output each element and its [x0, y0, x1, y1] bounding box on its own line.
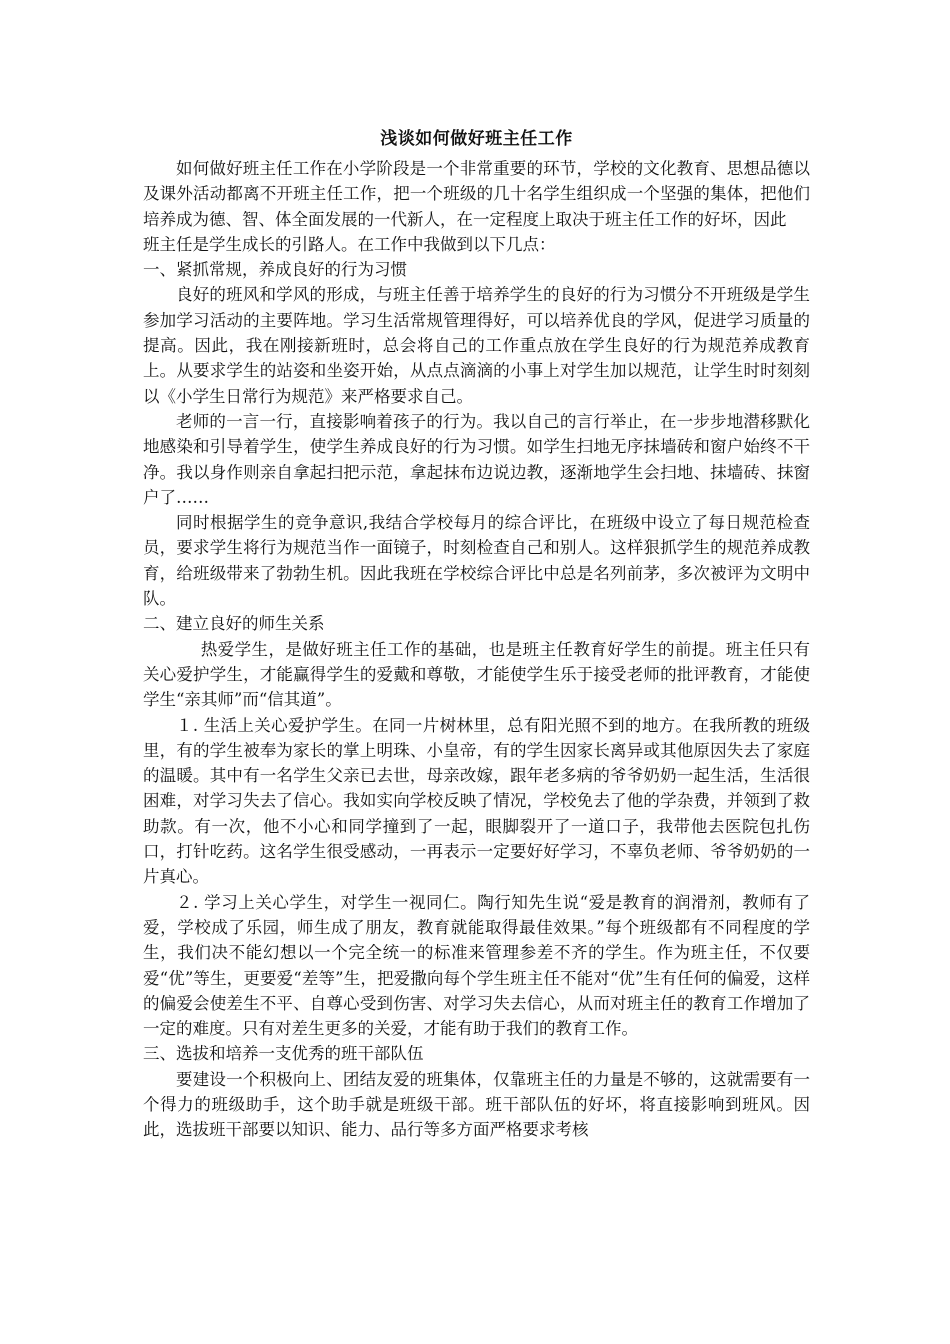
paragraph-lead: 班主任是学生成长的引路人。在工作中我做到以下几点：: [143, 234, 556, 254]
document-page: [143, 128, 810, 1143]
paragraph-body: 老师的一言一行，直接影响着孩子的行为。我以自己的言行举止，在一步步地潜移默化地感染和引导着学生，使学生养成良好的行为习惯。如学生扫地无序抹墙砖和窗户始终不干净。我以身作则亲自拿起扫把示范，拿起抹布边说边教，逐渐地学生会扫地、抹墙砖、抹窗户了……: [143, 411, 810, 507]
paragraph-intro: 如何做好班主任工作在小学阶段是一个非常重要的环节，学校的文化教育、思想品德以及课外活动都离不开班主任工作，把一个班级的几十名学生组织成一个坚强的集体，把他们培养成为德、智、体全面发展的一代新人，在一定程度上取决于班主任工作的好坏，因此: [143, 159, 810, 229]
paragraph-body: 同时根据学生的竞争意识,我结合学校每月的综合评比，在班级中设立了每日规范检查员，要求学生将行为规范当作一面镜子，时刻检查自己和别人。这样狠抓学生的规范养成教育，给班级带来了勃勃生机。因此我班在学校综合评比中总是名列前茅，多次被评为文明中队。: [143, 513, 810, 609]
paragraph-list-item-1: １. 生活上关心爱护学生。在同一片树林里，总有阳光照不到的地方。在我所教的班级里，有的学生被奉为家长的掌上明珠、小皇帝，有的学生因家长离异或其他原因失去了家庭的温暖。其中有一名学生父亲已去世，母亲改嫁，跟年老多病的爷爷奶奶一起生活，生活很困难，对学习失去了信心。我如实向学校反映了情况，学校免去了他的学杂费，并领到了救助款。有一次，他不小心和同学撞到了一起，眼脚裂开了一道口子，我带他去医院包扎伤口，打针吃药。这名学生很受感动，一再表示一定要好好学习，不辜负老师、爷爷奶奶的一片真心。: [143, 715, 810, 887]
section-heading-3: 三、选拔和培养一支优秀的班干部队伍: [143, 1044, 424, 1064]
section-heading-1: 一、紧抓常规，养成良好的行为习惯: [143, 260, 407, 280]
paragraph-body: 良好的班风和学风的形成，与班主任善于培养学生的良好的行为习惯分不开班级是学生参加学习活动的主要阵地。学习生活常规管理得好，可以培养优良的学风，促进学习质量的提高。因此，我在刚接新班时，总会将自己的工作重点放在学生良好的行为规范养成教育上。从要求学生的站姿和坐姿开始，从点点滴滴的小事上对学生加以规范，让学生时时刻刻以《小学生日常行为规范》来严格要求自己。: [143, 285, 810, 406]
paragraph-list-item-2: ２. 学习上关心学生，对学生一视同仁。陶行知先生说“爱是教育的润滑剂，教师有了爱，学校成了乐园，师生成了朋友，教育就能取得最佳效果。”每个班级都有不同程度的学生，我们决不能幻想以一个完全统一的标准来管理参差不齐的学生。作为班主任，不仅要爱“优”等生，更要爱“差等”生，把爱撒向每个学生班主任不能对“优”生有任何的偏爱，这样的偏爱会使差生不平、自尊心受到伤害、对学习失去信心，从而对班主任的教育工作增加了一定的难度。只有对差生更多的关爱，才能有助于我们的教育工作。: [143, 892, 810, 1039]
paragraph-body: 热爱学生，是做好班主任工作的基础，也是班主任教育好学生的前提。班主任只有关心爱护学生，才能赢得学生的爱戴和尊敬，才能使学生乐于接受老师的批评教育，才能使学生“亲其师”而“信其道”。: [143, 639, 810, 710]
section-heading-2: 二、建立良好的师生关系: [143, 614, 325, 634]
paragraph-body: 要建设一个积极向上、团结友爱的班集体，仅靠班主任的力量是不够的，这就需要有一个得力的班级助手，这个助手就是班级干部。班干部队伍的好坏，将直接影响到班风。因此，选拔班干部要以知识、能力、品行等多方面严格要求考核: [143, 1069, 810, 1140]
document-title: 浅谈如何做好班主任工作: [380, 129, 573, 149]
